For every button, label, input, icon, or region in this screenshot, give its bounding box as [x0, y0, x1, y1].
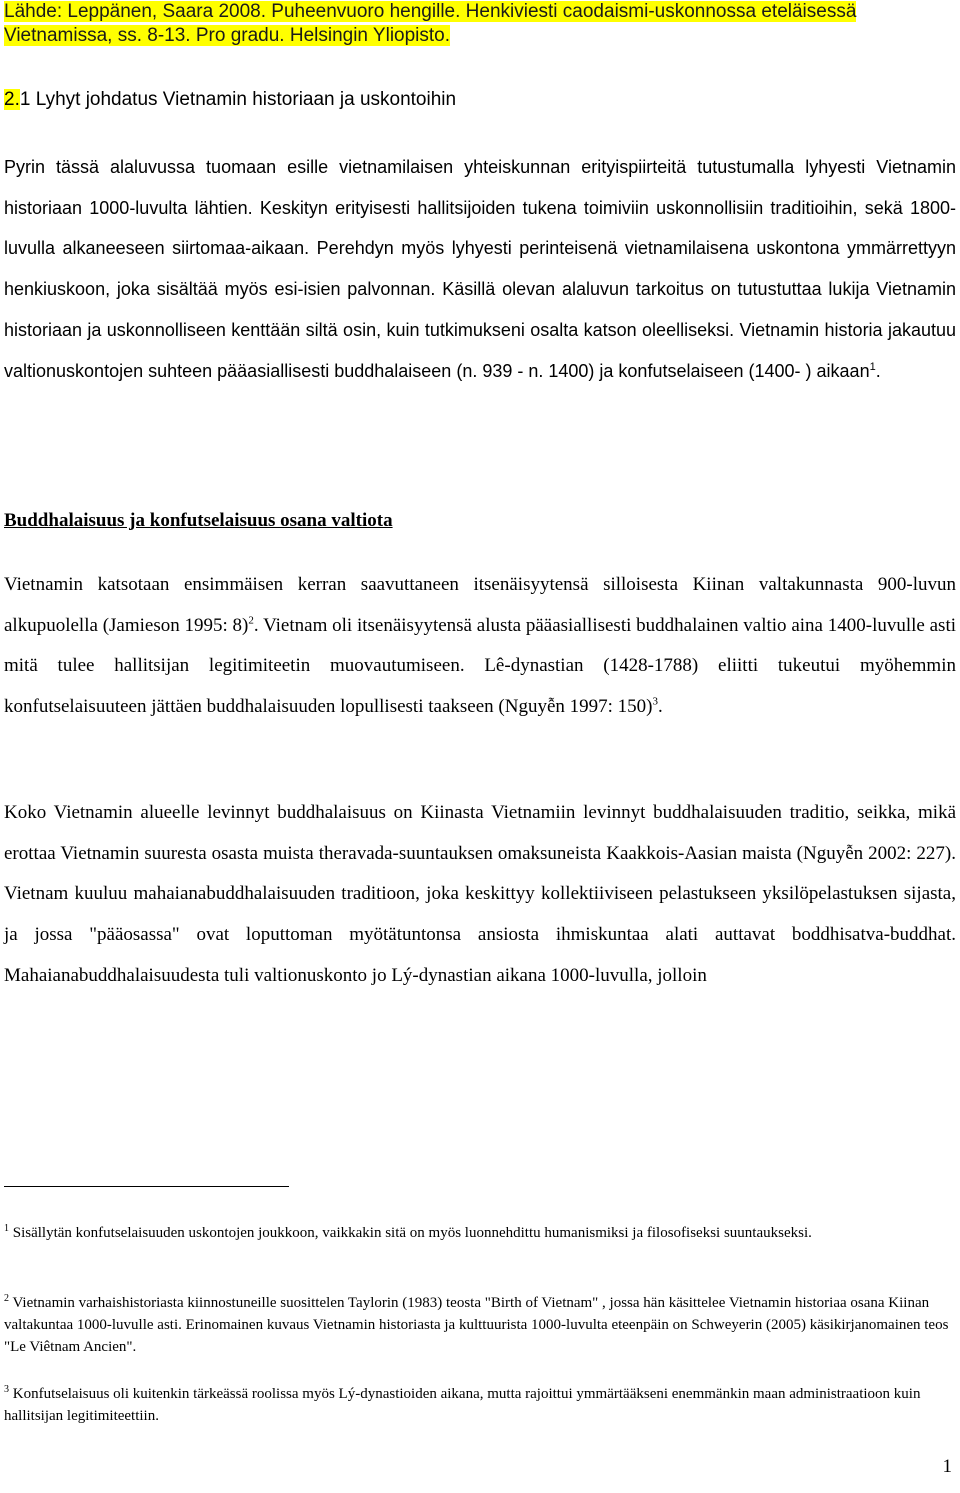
- paragraph-1: Vietnamin katsotaan ensimmäisen kerran saavuttaneen itsenäisyytensä silloisesta Kiinan valtakunnasta 900-luvun alkupuolella (Jamieson 1995: 8)$^2$. Vietnam oli itsenäisyytensä alusta pääasiallisesti buddhalainen valtio aina 1400-luvulle asti mitä tulee hallitsijan legitimiteetin muovautumiseen. Lê-dynastian (1428-1788) eliitti tukeutui myöhemmin konfutselaisuuteen jättäen buddhalaisuuden lopullisesti taakseen (Nguyễn 1997: 150)$^3$.: [4, 574, 956, 718]
- subheading: Buddhalaisuus ja konfutselaisuus osana valtiota: [4, 510, 393, 531]
- source-line-2: Vietnamissa, ss. 8-13. Pro gradu. Helsingin Yliopisto.: [4, 25, 451, 46]
- section-title: 1 Lyhyt johdatus Vietnamin historiaan ja uskontoihin: [19, 89, 457, 110]
- intro-paragraph: Pyrin tässä alaluvussa tuomaan esille vietnamilaisen yhteiskunnan erityispiirteitä tutustumalla lyhyesti Vietnamin historiaan 1000-luvulta lähtien. Keskityn erityisesti hallitsijoiden tukena toimiviin uskonnollisiin traditioihin, sekä 1800-luvulla alkaneeseen siirtomaa-aikaan. Perehdyn myös lyhyesti perinteisenä vietnamilaisena uskontona ymmärrettyyn henkiuskoon, joka sisältää myös esi-isien palvonnan. Käsillä olevan alaluvun tarkoitus on tutustuttaa lukija Vietnamin historiaan ja uskonnolliseen kenttään siltä osin, kuin tutkimukseni osalta katson oleelliseksi. Vietnamin historia jakautuu valtionuskontojen suhteen pääasiallisesti buddhalaiseen (n. 939 - n. 1400) ja konfutselaiseen (1400- ) aikaan$^1$.: [4, 157, 956, 381]
- footnote-ref-3: 3: [652, 695, 658, 708]
- source-line-1: Lähde: Leppänen, Saara 2008. Puheenvuoro hengille. Henkiviesti caodaismi-uskonnossa eteläisessä: [4, 1, 857, 22]
- source-citation: [4, 0, 954, 48]
- section-number: 2.: [4, 89, 20, 110]
- page-number: 1: [942, 1456, 952, 1477]
- footnote-ref-2: 2: [248, 614, 254, 627]
- footnote-1: $^1$ Sisällytän konfutselaisuuden uskontojen joukkoon, vaikkakin sitä on myös luonnehdittu humanismiksi ja filosofiseksi suuntaukseksi.: [4, 1223, 812, 1241]
- footnote-ref-1: 1: [869, 360, 876, 373]
- section-heading: [4, 88, 954, 112]
- footnote-3: $^3$ Konfutselaisuus oli kuitenkin tärkeässä roolissa myös Lý-dynastioiden aikana, mutta rajoittui ymmärtääkseni enemmänkin maan administraatioon kuin hallitsijan legitimiteettiin.: [4, 1384, 921, 1424]
- paragraph-2: Koko Vietnamin alueelle levinnyt buddhalaisuus on Kiinasta Vietnamiin levinnyt buddhalaisuuden traditio, seikka, mikä erottaa Vietnamin suuresta osasta muista theravada-suuntauksen omaksuneista Kaakkois-Aasian maista (Nguyễn 2002: 227). Vietnam kuuluu mahaianabuddhalaisuuden traditioon, joka keskittyy kollektiiviseen pelastukseen yksilöpelastuksen sijasta, ja jossa "pääosassa" ovat loputtoman myötätuntonsa ansiosta ihmiskuntaa alati auttavat boddhisatva-buddhat. Mahaianabuddhalaisuudesta tuli valtionuskonto jo Lý-dynastian aikana 1000-luvulla, jolloin: [4, 802, 956, 986]
- footnote-2: $^2$ Vietnamin varhaishistoriasta kiinnostuneille suosittelen Taylorin (1983) teosta "Birth of Vietnam" , jossa hän käsittelee Vietnamin historiaa osana Kiinan valtakuntaa 1000-luvulle asti. Erinomainen kuvaus Vietnamin historiasta ja kulttuurista 1000-luvulta eteenpäin on Schweyerin (2005) käsikirjanomainen teos "Le Viêtnam Ancien".: [4, 1293, 949, 1355]
- footnote-divider: [4, 1186, 289, 1187]
